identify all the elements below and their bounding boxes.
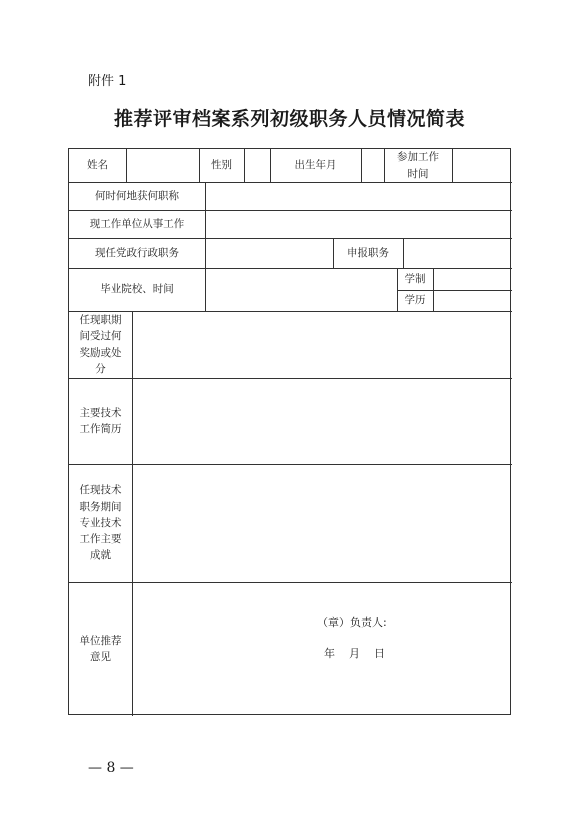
gender-label: 性别: [211, 159, 232, 172]
label-line: 单位推荐: [79, 634, 122, 647]
label-line: 工作主要: [79, 533, 122, 546]
label-line: 意见: [90, 651, 111, 663]
name-label: 姓名: [87, 159, 108, 172]
form-title: 推荐评审档案系列初级职务人员情况简表: [113, 108, 465, 130]
awards-field[interactable]: [132, 311, 512, 378]
birth-field[interactable]: [361, 149, 384, 182]
party-post-label: 现任党政行政职务: [95, 246, 179, 259]
achievements-label: [69, 464, 132, 582]
label-line: 任现技术: [79, 484, 122, 497]
tech-resume-field[interactable]: [132, 378, 512, 464]
achievements-field[interactable]: [132, 464, 512, 582]
label-line: 参加工作: [397, 151, 439, 164]
education-label: 学历: [404, 294, 426, 307]
declared-post-label: 申报职务: [347, 246, 389, 259]
label-line: 间受过何: [79, 330, 122, 343]
school-label: 毕业院校、时间: [100, 283, 174, 296]
label-line: 成就: [90, 549, 111, 562]
declared-post-field[interactable]: [403, 238, 512, 268]
date-line: 年 月 日: [324, 647, 385, 660]
unit-opinion-label: [69, 582, 132, 716]
label-line: 时间: [407, 167, 429, 180]
title-obtained-label: 何时何地获何职称: [95, 189, 179, 202]
name-field[interactable]: [126, 149, 199, 182]
birth-label: 出生年月: [294, 159, 337, 172]
work-start-field[interactable]: [452, 149, 512, 182]
unit-opinion-field[interactable]: [132, 582, 512, 716]
awards-label: [69, 311, 132, 378]
label-line: 工作简历: [79, 423, 122, 435]
label-line: 分: [95, 362, 106, 375]
schooling-label: 学制: [404, 272, 426, 285]
tech-resume-label: [69, 378, 132, 464]
school-field[interactable]: [205, 268, 397, 311]
label-line: 职务期间: [79, 500, 122, 513]
form-table: [68, 148, 511, 715]
work-start-label: [384, 149, 452, 182]
label-line: 专业技术: [79, 516, 122, 529]
seal-signature-line: （章）负责人:: [317, 616, 387, 629]
schooling-field[interactable]: [433, 268, 512, 290]
current-unit-field[interactable]: [205, 210, 512, 238]
attachment-label: 附件 1: [88, 74, 127, 89]
gender-field[interactable]: [244, 149, 270, 182]
label-line: 主要技术: [79, 406, 122, 419]
label-line: 奖励或处: [79, 346, 122, 359]
page-number: — 8 —: [88, 760, 134, 776]
label-line: 任现职期: [79, 313, 122, 326]
current-unit-label: 现工作单位从事工作: [89, 217, 185, 230]
title-obtained-field[interactable]: [205, 182, 512, 210]
education-field[interactable]: [433, 290, 512, 311]
party-post-field[interactable]: [205, 238, 333, 268]
